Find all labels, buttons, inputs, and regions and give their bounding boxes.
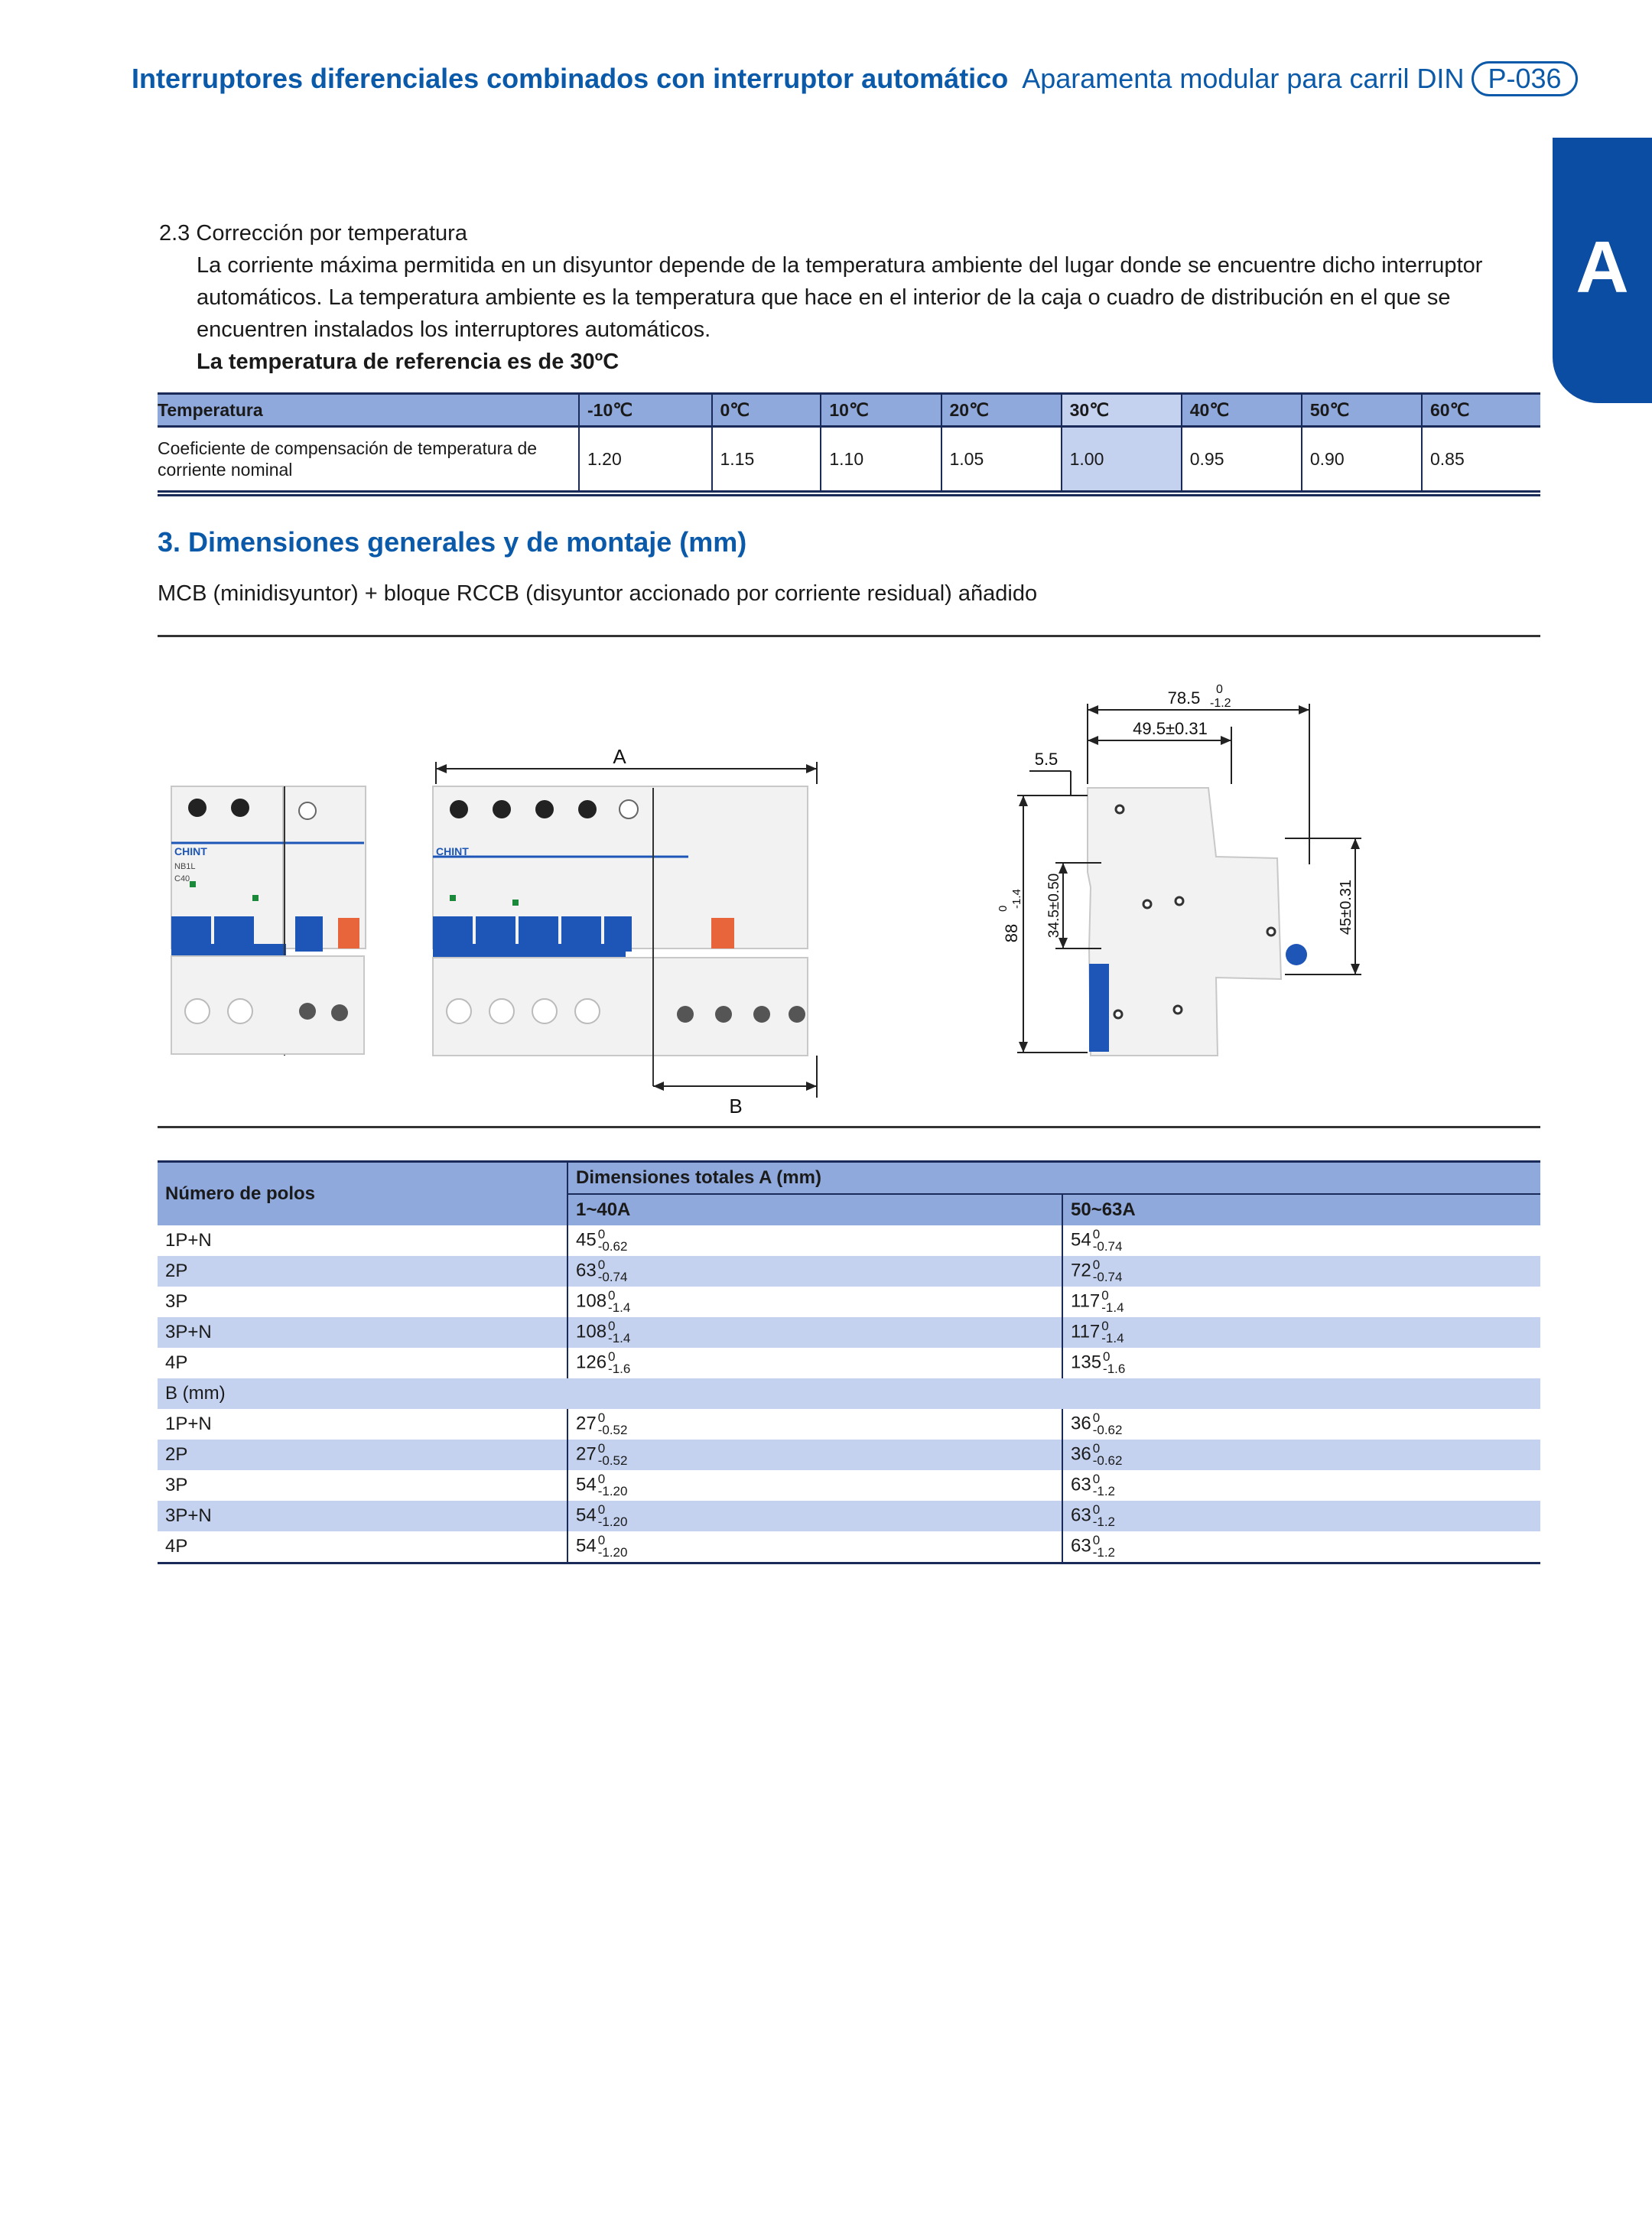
tolerance-lower: -0.74 <box>1092 1239 1123 1254</box>
tolerance-lower: -1.20 <box>597 1545 628 1560</box>
table-header-cell: -10℃ <box>579 394 712 427</box>
tolerance <box>1101 1320 1124 1345</box>
table-cell-poles: 2P <box>158 1440 567 1470</box>
table-cell: 1.20 <box>579 427 712 492</box>
device-dimension-drawing <box>153 658 1392 1117</box>
table-cell-poles: 4P <box>158 1531 567 1563</box>
brand-label: CHINT <box>174 845 207 857</box>
table-cell <box>567 1531 1062 1563</box>
tolerance-lower: -1.4 <box>608 1300 631 1315</box>
table-header-cell: Dimensiones totales A (mm) <box>567 1162 1540 1195</box>
table-row <box>158 1225 1540 1256</box>
table-body-a <box>158 1225 1540 1378</box>
tolerance <box>598 1412 628 1436</box>
table-header-row <box>158 1162 1540 1195</box>
tolerance <box>598 1534 628 1559</box>
table-cell: 1.10 <box>821 427 941 492</box>
tolerance <box>1101 1290 1124 1314</box>
tolerance-upper: 0 <box>1092 1227 1101 1241</box>
dim-top-outer: 78.5 <box>1167 688 1201 708</box>
dim-height-tol-lower: -1.4 <box>1010 889 1023 909</box>
table-row <box>158 1470 1540 1501</box>
tolerance-upper: 0 <box>608 1288 616 1303</box>
divider <box>158 635 1540 637</box>
paragraph-line: La corriente máxima permitida en un disyuntor depende de la temperatura ambiente del lugar donde se encuentre dicho interruptor <box>197 253 1483 278</box>
table-cell <box>567 1501 1062 1531</box>
tolerance-upper: 0 <box>1101 1288 1109 1303</box>
table-body-b <box>158 1409 1540 1563</box>
tolerance-lower: -1.2 <box>1092 1484 1115 1498</box>
table-cell <box>1062 1348 1540 1378</box>
table-cell <box>567 1287 1062 1317</box>
dimension-label-a: A <box>613 745 626 768</box>
tolerance-lower: -1.2 <box>1092 1515 1115 1529</box>
table-cell-poles: 4P <box>165 1352 188 1373</box>
table-cell <box>567 1348 1062 1378</box>
value: 63 <box>1071 1474 1091 1495</box>
tolerance <box>598 1443 628 1467</box>
value: 36 <box>1071 1443 1091 1465</box>
side-view-drawing <box>997 683 1361 1056</box>
value: 63 <box>1071 1505 1091 1526</box>
table-cell-poles: 1P+N <box>165 1230 212 1251</box>
tolerance <box>1093 1504 1115 1528</box>
tolerance-upper: 0 <box>1101 1319 1109 1333</box>
dim-left-offset: 5.5 <box>1034 750 1059 769</box>
table-header-cell: 50~63A <box>1062 1194 1540 1225</box>
dim-top-outer-tol-upper: 0 <box>1216 683 1223 696</box>
table-row <box>158 427 1540 492</box>
tolerance-lower: -0.62 <box>597 1239 628 1254</box>
value: 63 <box>1071 1535 1091 1557</box>
table-cell <box>567 1317 1062 1348</box>
value: 54 <box>576 1535 597 1557</box>
table-header-cell: 20℃ <box>941 394 1062 427</box>
table-header-cell: 10℃ <box>821 394 941 427</box>
dim-rail: 34.5±0.50 <box>1046 873 1062 939</box>
paragraph-line: automáticos. La temperatura ambiente es la temperatura que hace en el interior de la caja o cuadro de distribución en el que se <box>197 285 1451 310</box>
table-cell <box>1062 1256 1540 1287</box>
table-cell <box>1062 1501 1540 1531</box>
section-tab <box>1553 138 1652 403</box>
table-header-cell: 60℃ <box>1422 394 1540 427</box>
tolerance-upper: 0 <box>597 1441 606 1456</box>
table-row <box>158 1256 1540 1287</box>
table-header-cell: 40℃ <box>1182 394 1302 427</box>
value: 54 <box>576 1474 597 1495</box>
paragraph-line: encuentren instalados los interruptores automáticos. <box>197 317 711 342</box>
tolerance-lower: -0.62 <box>1092 1453 1123 1468</box>
table-row <box>158 1317 1540 1348</box>
header-subtitle: Aparamenta modular para carril DIN <box>1022 63 1465 94</box>
section-heading: 2.3 Corrección por temperatura <box>159 221 467 246</box>
table-cell <box>1062 1225 1540 1256</box>
section-temperature-correction <box>159 217 1536 378</box>
tolerance-upper: 0 <box>1092 1441 1101 1456</box>
table-cell-poles: 3P+N <box>158 1501 567 1531</box>
table-cell-poles: 1P+N <box>165 1414 212 1434</box>
tolerance-lower: -0.62 <box>1092 1423 1123 1437</box>
value: 117 <box>1071 1290 1101 1312</box>
table-cell-poles: 3P <box>165 1475 188 1495</box>
table-cell <box>567 1440 1062 1470</box>
table-cell <box>1062 1317 1540 1348</box>
table-row <box>158 1348 1540 1378</box>
tolerance <box>1093 1412 1123 1436</box>
dimensions-table <box>158 1160 1540 1564</box>
dim-top-inner: 49.5±0.31 <box>1133 719 1208 738</box>
tolerance-lower: -1.6 <box>608 1362 631 1376</box>
tolerance-upper: 0 <box>1092 1533 1101 1547</box>
page-header <box>132 60 1562 98</box>
value: 54 <box>1071 1229 1091 1251</box>
tolerance-lower: -0.52 <box>597 1423 628 1437</box>
tolerance-upper: 0 <box>597 1410 606 1425</box>
tolerance <box>598 1228 628 1253</box>
table-cell-poles: 3P+N <box>158 1317 567 1348</box>
tolerance-upper: 0 <box>1092 1502 1101 1517</box>
section-title: 3. Dimensiones generales y de montaje (mm) <box>158 526 747 558</box>
tolerance-upper: 0 <box>597 1502 606 1517</box>
table-cell <box>1062 1440 1540 1470</box>
tolerance-lower: -1.4 <box>608 1331 631 1345</box>
table-header-cell: 0℃ <box>712 394 821 427</box>
divider <box>158 1126 1540 1128</box>
table-row <box>158 1531 1540 1563</box>
tolerance-lower: -0.74 <box>1092 1270 1123 1284</box>
table-cell-reference: 1.00 <box>1062 427 1182 492</box>
tolerance <box>608 1290 630 1314</box>
table-cell: 1.05 <box>941 427 1062 492</box>
value: 117 <box>1071 1321 1101 1342</box>
table-cell: 1.15 <box>712 427 821 492</box>
tolerance-lower: -1.4 <box>1101 1331 1124 1345</box>
tolerance-lower: -1.20 <box>597 1515 628 1529</box>
tolerance-lower: -1.4 <box>1101 1300 1124 1315</box>
tolerance <box>608 1351 630 1375</box>
table-group-label: B (mm) <box>158 1378 1540 1409</box>
table-header-row <box>158 394 1540 427</box>
table-row-label: Coeficiente de compensación de temperatura de corriente nominal <box>158 427 579 492</box>
tolerance-upper: 0 <box>597 1227 606 1241</box>
value: 36 <box>1071 1413 1091 1434</box>
section-tab-letter: A <box>1576 226 1629 308</box>
tolerance-lower: -1.20 <box>597 1484 628 1498</box>
table-cell <box>567 1225 1062 1256</box>
tolerance-upper: 0 <box>1103 1349 1111 1364</box>
table-header-cell: 1~40A <box>567 1194 1062 1225</box>
value: 27 <box>576 1443 597 1465</box>
tolerance-lower: -0.74 <box>597 1270 628 1284</box>
tolerance-upper: 0 <box>608 1349 616 1364</box>
table-cell: 0.90 <box>1302 427 1422 492</box>
tolerance <box>1093 1259 1123 1284</box>
table-cell: 0.85 <box>1422 427 1540 492</box>
tolerance <box>598 1259 628 1284</box>
table-group-row <box>158 1378 1540 1409</box>
table-cell <box>567 1409 1062 1440</box>
table-cell <box>1062 1470 1540 1501</box>
table-header-cell-reference: 30℃ <box>1062 394 1182 427</box>
dimension-label-b: B <box>729 1095 743 1117</box>
value: 72 <box>1071 1260 1091 1281</box>
tolerance-upper: 0 <box>597 1472 606 1486</box>
device-2pole-image <box>171 786 366 1056</box>
tolerance <box>1093 1443 1123 1467</box>
dim-top-outer-tol-lower: -1.2 <box>1210 697 1231 710</box>
tolerance <box>598 1504 628 1528</box>
svg-text:CHINT: CHINT <box>436 845 469 857</box>
model-label: NB1L <box>174 862 196 871</box>
tolerance-upper: 0 <box>1092 1410 1101 1425</box>
tolerance <box>608 1320 630 1345</box>
reference-temperature-note: La temperatura de referencia es de 30ºC <box>197 350 620 374</box>
table-cell <box>1062 1409 1540 1440</box>
table-header-cell: Temperatura <box>158 394 579 427</box>
value: 135 <box>1071 1352 1102 1373</box>
table-row <box>158 1409 1540 1440</box>
tolerance <box>1093 1534 1115 1559</box>
table-cell <box>567 1256 1062 1287</box>
table-header-cell: 50℃ <box>1302 394 1422 427</box>
value: 45 <box>576 1229 597 1251</box>
table-row <box>158 1287 1540 1317</box>
tolerance-upper: 0 <box>1092 1258 1101 1272</box>
tolerance-upper: 0 <box>597 1258 606 1272</box>
table-double-rule <box>158 494 1540 496</box>
temperature-coefficient-table <box>158 392 1540 493</box>
value: 63 <box>576 1260 597 1281</box>
table-row <box>158 1501 1540 1531</box>
tolerance-lower: -0.52 <box>597 1453 628 1468</box>
table-header-cell: Número de polos <box>158 1162 567 1226</box>
dim-right: 45±0.31 <box>1338 879 1354 935</box>
value: 54 <box>576 1505 597 1526</box>
dim-height: 88 <box>1002 923 1021 943</box>
section-subtitle: MCB (minidisyuntor) + bloque RCCB (disyuntor accionado por corriente residual) añadido <box>158 581 1038 606</box>
tolerance-lower: -1.6 <box>1103 1362 1126 1376</box>
table-cell-poles: 3P <box>165 1291 188 1312</box>
tolerance-upper: 0 <box>597 1533 606 1547</box>
value: 108 <box>576 1321 607 1342</box>
tolerance <box>1103 1351 1125 1375</box>
page-number-badge: P-036 <box>1472 61 1577 96</box>
tolerance-lower: -1.2 <box>1092 1545 1115 1560</box>
value: 108 <box>576 1290 607 1312</box>
value: 126 <box>576 1352 607 1373</box>
tolerance <box>1093 1228 1123 1253</box>
tolerance-upper: 0 <box>608 1319 616 1333</box>
table-cell <box>1062 1531 1540 1563</box>
table-cell <box>567 1470 1062 1501</box>
tolerance <box>1093 1473 1115 1498</box>
table-row <box>158 1440 1540 1470</box>
rating-label: C40 <box>174 874 190 883</box>
table-cell-poles: 2P <box>158 1256 567 1287</box>
tolerance-upper: 0 <box>1092 1472 1101 1486</box>
dim-height-tol-upper: 0 <box>997 905 1010 912</box>
table-cell: 0.95 <box>1182 427 1302 492</box>
value: 27 <box>576 1413 597 1434</box>
tolerance <box>598 1473 628 1498</box>
table-cell <box>1062 1287 1540 1317</box>
device-4pole-image <box>433 745 817 1117</box>
header-title: Interruptores diferenciales combinados con interruptor automático <box>132 63 1009 94</box>
